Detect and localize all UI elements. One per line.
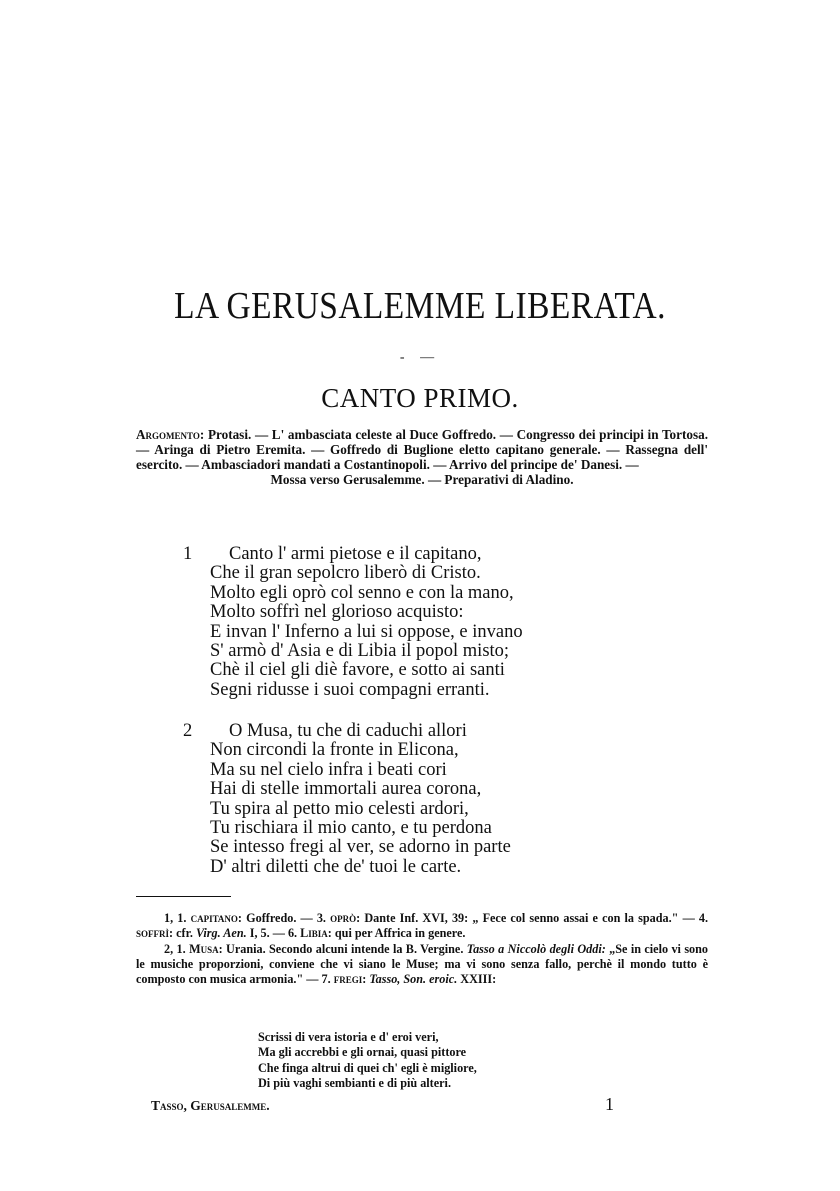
verse-line: O Musa, tu che di caduchi allori <box>229 721 467 741</box>
footnotes <box>136 911 708 987</box>
verse-line: Hai di stelle immortali aurea corona, <box>210 779 482 800</box>
page-signature: 1 <box>605 1094 614 1114</box>
stanza-1 <box>183 545 643 700</box>
canto-heading: CANTO PRIMO. <box>321 383 519 413</box>
running-footer: Tasso, Gerusalemme. <box>151 1098 270 1113</box>
argument-last-line: Mossa verso Gerusalemme. — Preparativi di Aladino. <box>270 472 574 487</box>
verse-line: Segni ridusse i suoi compagni erranti. <box>210 679 490 700</box>
footnote-1: 1, 1. capitano: Goffredo. — 3. oprò: Dante Inf. XVI, 39: „ Fece col senno assai e con la spada." — 4. soffrì: cfr. Virg. Aen. I, 5. — 6. Libia: qui per Affrica in genere. <box>136 911 709 941</box>
quote-line: Che finga altrui di quei ch' egli è migliore, <box>258 1060 477 1075</box>
quote-line: Di più vaghi sembianti e di più alteri. <box>258 1075 451 1090</box>
argument-label: Argomento: <box>136 427 205 442</box>
quote-line: Ma gli accrebbi e gli ornai, quasi pittore <box>258 1045 467 1060</box>
verse-line: S' armò d' Asia e di Libia il popol misto; <box>210 641 510 662</box>
argument-summary <box>136 427 708 487</box>
stanza-2 <box>183 722 643 877</box>
verse-line: Che il gran sepolcro liberò di Cristo. <box>210 563 481 584</box>
verse-line: Non circondi la fronte in Elicona, <box>210 740 459 761</box>
verse-line: E invan l' Inferno a lui si oppose, e invano <box>210 621 523 642</box>
verse-line: Tu rischiara il mio canto, e tu perdona <box>210 818 492 839</box>
stanza-number: 2 <box>183 721 193 741</box>
verse-line: Tu spira al petto mio celesti ardori, <box>210 798 469 819</box>
verse-line: Se intesso fregi al ver, se adorno in parte <box>210 837 511 858</box>
quote-line: Scrissi di vera istoria e d' eroi veri, <box>258 1030 439 1044</box>
verse-line: D' altri diletti che de' tuoi le carte. <box>210 856 462 877</box>
stanza-number: 1 <box>183 544 193 564</box>
footnote-2: 2, 1. Musa: Urania. Secondo alcuni intende la B. Vergine. Tasso a Niccolò degli Oddi: „Se in cielo vi sono le musiche proporzioni, conviene che vi siano le Muse; ma vi sono senza fallo, perchè il mondo tutto è composto con musica armonia." — 7. fregi: Tasso, Son. eroic. XXIII: <box>136 941 709 987</box>
argument-text: Protasi. — L' ambasciata celeste al Duce Goffredo. — Congresso dei principi in Tortosa. — Aringa di Pietro Eremita. — Goffredo di Buglione eletto capitano generale. — Rassegna dell' esercito. — Ambasciadori mandati a Costantinopoli. — Arrivo del principe de' Danesi. — <box>136 427 708 472</box>
verse-line: Ma su nel cielo infra i beati cori <box>210 759 447 780</box>
verse-line: Canto l' armi pietose e il capitano, <box>229 544 482 564</box>
title-ornament: - — <box>399 350 441 365</box>
footnote-quotation <box>258 1030 658 1091</box>
page-title: LA GERUSALEMME LIBERATA. <box>174 285 666 327</box>
verse-line: Molto soffrì nel glorioso acquisto: <box>210 602 464 623</box>
verse-line: Chè il ciel gli diè favore, e sotto ai santi <box>210 660 505 681</box>
footnote-divider <box>136 896 231 897</box>
verse-line: Molto egli oprò col senno e con la mano, <box>210 582 514 603</box>
